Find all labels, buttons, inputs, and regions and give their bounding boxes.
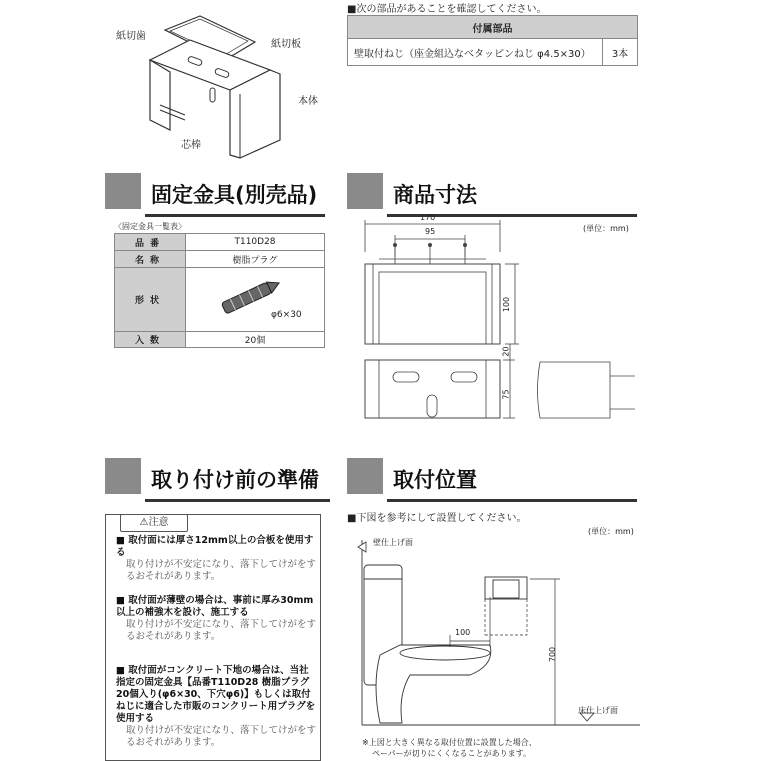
dim-pitch-label: 95 (425, 227, 436, 236)
fixing-section-title: 固定金具(別売品) (151, 183, 318, 207)
fix-label-name: 名称 (115, 251, 186, 268)
fix-label-product-no: 品番 (115, 234, 186, 251)
caution-label: 注意 (148, 517, 169, 528)
position-section-title: 取付位置 (393, 468, 477, 492)
caution-item-2-bold: 取付面が薄壁の場合は、事前に厚み30mm以上の補強木を設け、施工する (116, 595, 314, 618)
accessories-header: 付属部品 (348, 16, 638, 39)
fix-value-quantity: 20個 (186, 332, 325, 348)
position-intro: ■下図を参考にして設置してください。 (347, 513, 527, 524)
caution-title (120, 514, 188, 532)
prep-section-title: 取り付け前の準備 (151, 468, 319, 492)
dimension-section-title: 商品寸法 (393, 183, 477, 207)
dimension-unit: (単位：mm) (583, 224, 629, 233)
fixing-table (114, 233, 325, 348)
floor-surface-label: 床仕上げ面 (578, 706, 618, 715)
warning-icon: ⚠ (139, 517, 149, 528)
accessory-item: 壁取付ねじ（座金組込なべタッピンねじ φ4.5×30） (348, 39, 603, 66)
label-core-rod: 芯棒 (181, 140, 201, 151)
heading-square-icon (105, 458, 141, 494)
position-dim-horizontal: 100 (455, 628, 471, 637)
installation-position-drawing (350, 535, 640, 730)
heading-square-icon (105, 173, 141, 209)
fix-label-quantity: 入数 (115, 332, 186, 348)
caution-item-2: ■ 取付面が薄壁の場合は、事前に厚み30mm以上の補強木を設け、施工する 取り付けが不安定になり、落下してけがをするおそれがあります。 (116, 595, 317, 642)
dim-height-label: 100 (502, 296, 512, 313)
heading-rule (145, 214, 325, 217)
position-note-line2: ペーパーが切りにくくなることがあります。 (372, 749, 531, 758)
wall-surface-label: 壁仕上げ面 (373, 538, 413, 547)
fixing-section-header (105, 173, 325, 217)
fix-value-product-no: T110D28 (186, 234, 325, 251)
label-body: 本体 (298, 96, 318, 107)
caution-item-1-bold: 取付面には厚さ12mm以上の合板を使用する (116, 535, 314, 558)
prep-section-header (105, 458, 331, 502)
fix-label-shape: 形状 (115, 268, 186, 332)
position-note-line1: ※上図と大きく異なる取付位置に設置した場合、 (362, 738, 537, 747)
heading-square-icon (347, 458, 383, 494)
dim-depth-top-label: 20 (501, 346, 511, 357)
holder-parts-illustration (130, 10, 330, 160)
fix-shape-cell (186, 268, 325, 332)
accessories-intro: ■次の部品があることを確認してください。 (347, 4, 547, 15)
position-unit: (単位：mm) (588, 527, 634, 536)
accessories-table (347, 15, 638, 66)
fix-value-shape: φ6×30 (271, 310, 302, 320)
dimension-section-header (347, 173, 647, 217)
caution-box (105, 514, 321, 761)
caution-item-2-note: 取り付けが不安定になり、落下してけがをするおそれがあります。 (126, 619, 317, 642)
accessory-qty: 3本 (603, 39, 638, 66)
dimension-drawing (355, 212, 645, 427)
dim-depth-bottom-label: 75 (501, 389, 511, 400)
heading-square-icon (347, 173, 383, 209)
heading-rule (145, 499, 330, 502)
position-dim-vertical: 700 (548, 646, 558, 663)
fix-value-name: 樹脂プラグ (186, 251, 325, 268)
position-section-header (347, 458, 647, 502)
caution-item-3: ■ 取付面がコンクリート下地の場合は、当社指定の固定金具【品番T110D28 樹脂プラグ20個入り(φ6×30、下穴φ6)】もしくは取付ねじに適合した市販のコンクリート用プラグを使用する 取り付けが不安定になり、落下してけがをするおそれがあります。 (116, 665, 317, 748)
label-paper-cutter-tooth: 紙切歯 (116, 31, 146, 42)
caution-item-1: ■ 取付面には厚さ12mm以上の合板を使用する 取り付けが不安定になり、落下してけがをするおそれがあります。 (116, 535, 317, 582)
dim-width-label: 170 (420, 213, 436, 222)
fixing-table-caption: 〈固定金具一覧表〉 (114, 222, 186, 231)
label-paper-cutter-plate: 紙切板 (271, 39, 301, 50)
caution-item-1-note: 取り付けが不安定になり、落下してけがをするおそれがあります。 (126, 559, 317, 582)
heading-rule (387, 499, 637, 502)
caution-item-3-bold: 取付面がコンクリート下地の場合は、当社指定の固定金具【品番T110D28 樹脂プラグ20個入り(φ6×30、下穴φ6)】もしくは取付ねじに適合した市販のコンクリート用プラグを使用する (116, 665, 316, 724)
caution-item-3-note: 取り付けが不安定になり、落下してけがをするおそれがあります。 (126, 725, 317, 748)
